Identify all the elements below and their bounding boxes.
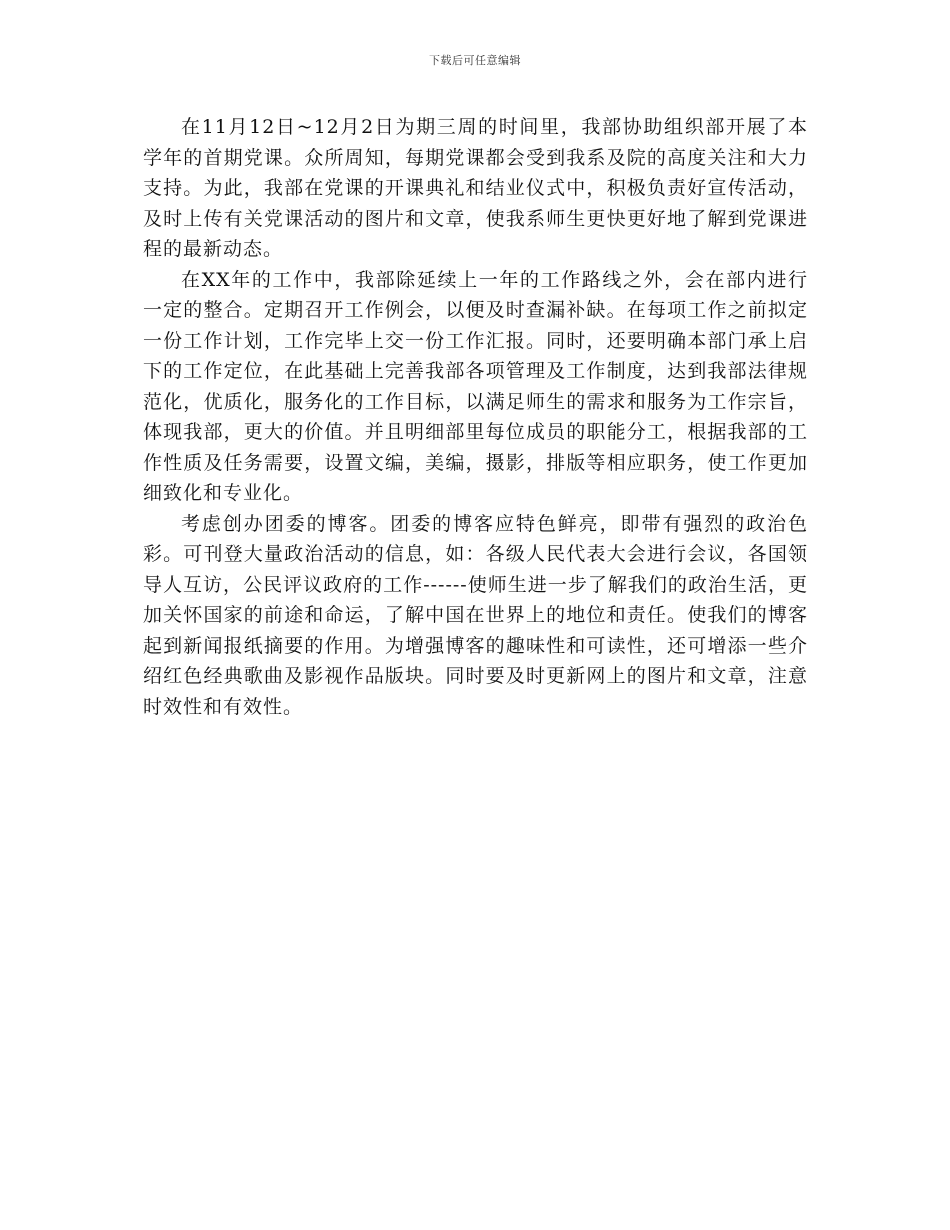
paragraph-party-course-publicity: 在11月12日~12月2日为期三周的时间里，我部协助组织部开展了本学年的首期党课。众所周知，每期党课都会受到我系及院的高度关注和大力支持。为此，我部在党课的开课典礼和结业仪式中，积极负责好宣传活动，及时上传有关党课活动的图片和文章，使我系师生更快更好地了解到党课进程的最新动态。 [143, 116, 808, 260]
paragraph-work-plan: 在XX年的工作中，我部除延续上一年的工作路线之外，会在部内进行一定的整合。定期召开工作例会，以便及时查漏补缺。在每项工作之前拟定一份工作计划，工作完毕上交一份工作汇报。同时，还要明确本部门承上启下的工作定位，在此基础上完善我部各项管理及工作制度，达到我部法律规范化，优质化，服务化的工作目标，以满足师生的需求和服务为工作宗旨，体现我部，更大的价值。并且明细部里每位成员的职能分工，根据我部的工作性质及任务需要，设置文编，美编，摄影，排版等相应职务，使工作更加细致化和专业化。 [143, 268, 808, 504]
page-header: 下载后可任意编辑 [429, 54, 521, 67]
paragraph-blog-proposal: 考虑创办团委的博客。团委的博客应特色鲜亮，即带有强烈的政治色彩。可刊登大量政治活动的信息，如：各级人民代表大会进行会议，各国领导人互访，公民评议政府的工作------使师生进一步了解我们的政治生活，更加关怀国家的前途和命运，了解中国在世界上的地位和责任。使我们的博客起到新闻报纸摘要的作用。为增强博客的趣味性和可读性，还可增添一些介绍红色经典歌曲及影视作品版块。同时要及时更新网上的图片和文章，注意时效性和有效性。 [143, 512, 808, 718]
document-body [143, 112, 808, 722]
